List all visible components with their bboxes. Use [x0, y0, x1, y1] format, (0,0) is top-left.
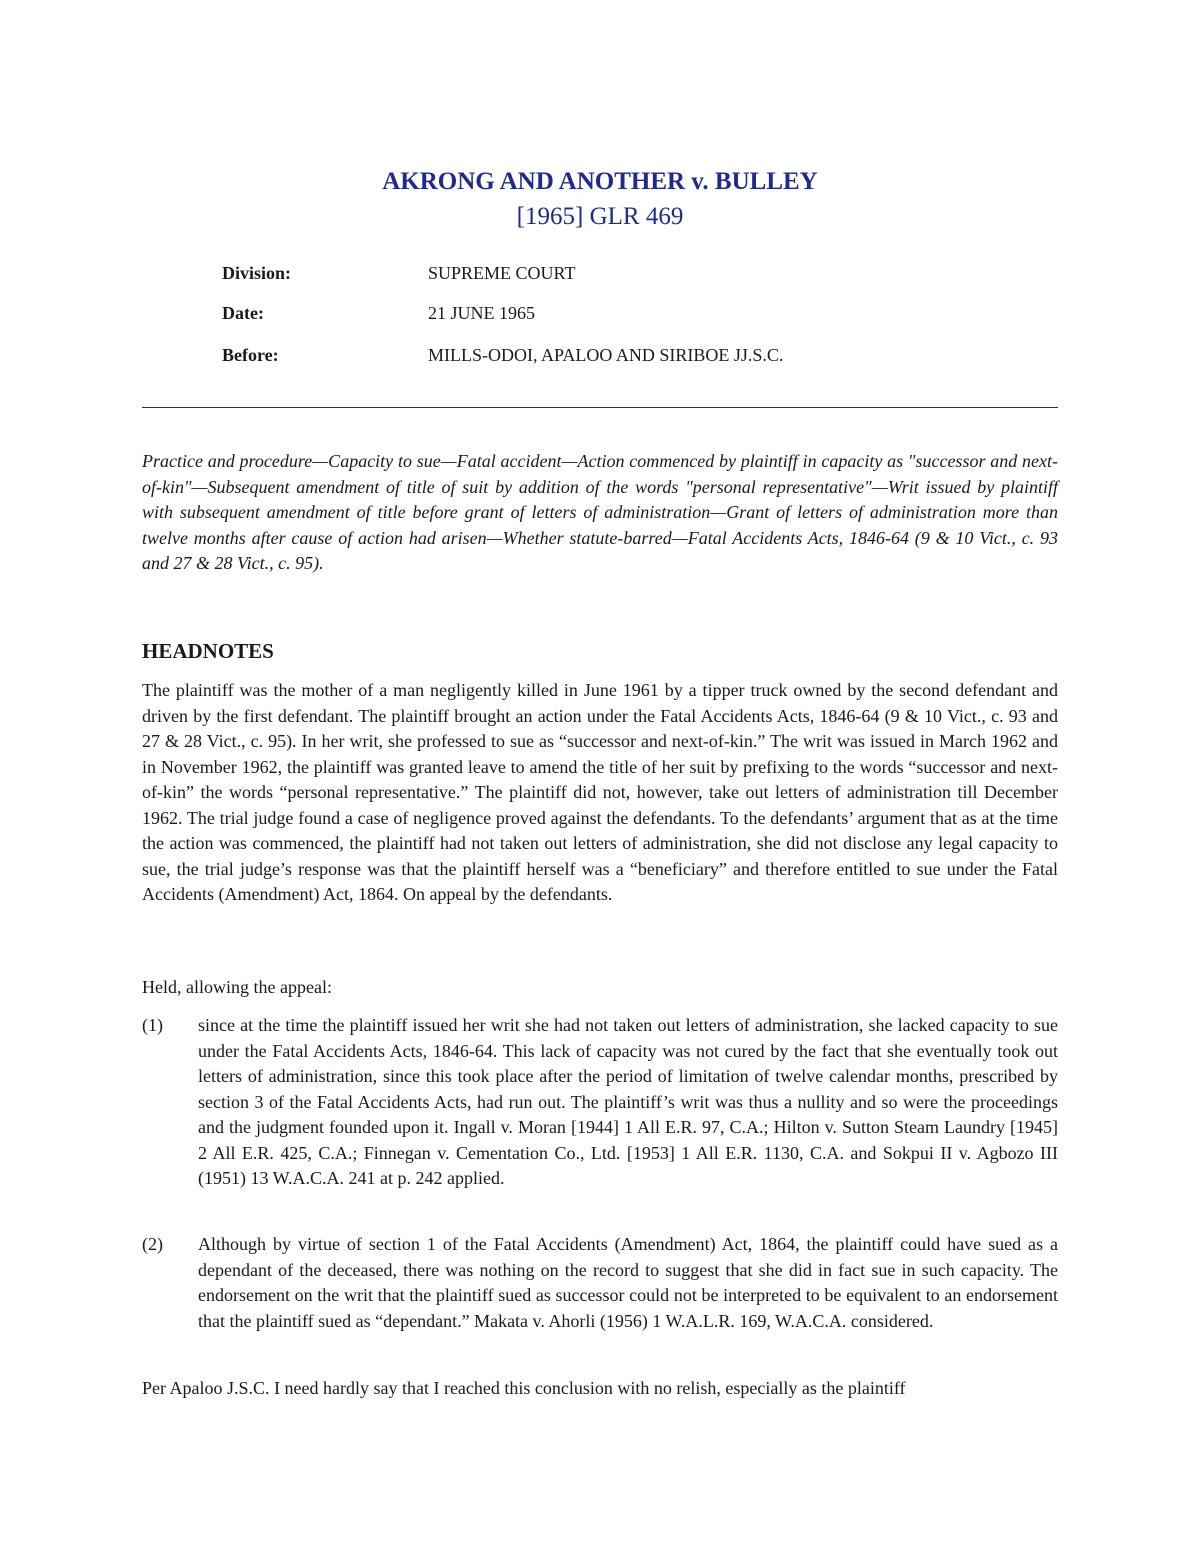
holding-number: (1) — [142, 1015, 163, 1035]
holding-item-1 — [142, 1013, 1058, 1192]
holding-number: (2) — [142, 1234, 163, 1254]
headnote-paragraph: The plaintiff was the mother of a man negligently killed in June 1961 by a tipper truck owned by the second defendant and driven by the first defendant. The plaintiff brought an action under the Fatal Accidents Acts, 1846-64 (9 & 10 Vict., c. 93 and 27 & 28 Vict., c. 95). In her writ, she professed to sue as “successor and next-of-kin.” The writ was issued in March 1962 and in November 1962, the plaintiff was granted leave to amend the title of her suit by prefixing to the words “successor and next-of-kin” the words “personal representative.” The plaintiff did not, however, take out letters of administration till December 1962. The trial judge found a case of negligence proved against the defendants. To the defendants’ argument that as at the time the action was commenced, the plaintiff had not taken out letters of administration, she did not disclose any legal capacity to sue, the trial judge’s response was that the plaintiff herself was a “beneficiary” and therefore entitled to sue under the Fatal Accidents (Amendment) Act, 1864. On appeal by the defendants. — [142, 680, 1058, 904]
meta-label: Date: — [222, 303, 264, 323]
header-divider — [142, 407, 1058, 408]
meta-label: Before: — [222, 345, 279, 365]
case-citation: [1965] GLR 469 — [516, 203, 684, 230]
meta-value: 21 JUNE 1965 — [428, 303, 535, 323]
per-apaloo-paragraph: Per Apaloo J.S.C. I need hardly say that I reached this conclusion with no relish, especially as the plaintiff — [142, 1378, 906, 1398]
meta-value: SUPREME COURT — [428, 263, 576, 283]
holding-item-2 — [142, 1232, 1058, 1334]
held-line: Held, allowing the appeal: — [142, 977, 332, 997]
case-title: AKRONG AND ANOTHER v. BULLEY — [382, 168, 818, 195]
holding-text: Although by virtue of section 1 of the Fatal Accidents (Amendment) Act, 1864, the plaintiff could have sued as a dependant of the deceased, there was nothing on the record to suggest that she did in fact sue in such capacity. The endorsement on the writ that the plaintiff sued as successor could not be interpreted to be equivalent to an endorsement that the plaintiff sued as “dependant.” Makata v. Ahorli (1956) 1 W.A.L.R. 169, W.A.C.A. considered. — [198, 1234, 1058, 1331]
catchwords-summary: Practice and procedure—Capacity to sue—Fatal accident—Action commenced by plaintiff in capacity as "successor and next-of-kin"—Subsequent amendment of title of suit by addition of the words "personal representative"—Writ issued by plaintiff with subsequent amendment of title before grant of letters of administration—Grant of letters of administration more than twelve months after cause of action had arisen—Whether statute-barred—Fatal Accidents Acts, 1846-64 (9 & 10 Vict., c. 93 and 27 & 28 Vict., c. 95). — [142, 451, 1058, 573]
holding-text: since at the time the plaintiff issued her writ she had not taken out letters of administration, she lacked capacity to sue under the Fatal Accidents Acts, 1846-64. This lack of capacity was not cured by the fact that she eventually took out letters of administration, since this took place after the period of limitation of twelve calendar months, prescribed by section 3 of the Fatal Accidents Acts, had run out. The plaintiff’s writ was thus a nullity and so were the proceedings and the judgment founded upon it. Ingall v. Moran [1944] 1 All E.R. 97, C.A.; Hilton v. Sutton Steam Laundry [1945] 2 All E.R. 425, C.A.; Finnegan v. Cementation Co., Ltd. [1953] 1 All E.R. 1130, C.A. and Sokpui II v. Agbozo III (1951) 13 W.A.C.A. 241 at p. 242 applied. — [198, 1015, 1058, 1188]
meta-value: MILLS-ODOI, APALOO AND SIRIBOE JJ.S.C. — [428, 345, 784, 365]
meta-label: Division: — [222, 263, 292, 283]
headnotes-heading: HEADNOTES — [142, 639, 274, 663]
